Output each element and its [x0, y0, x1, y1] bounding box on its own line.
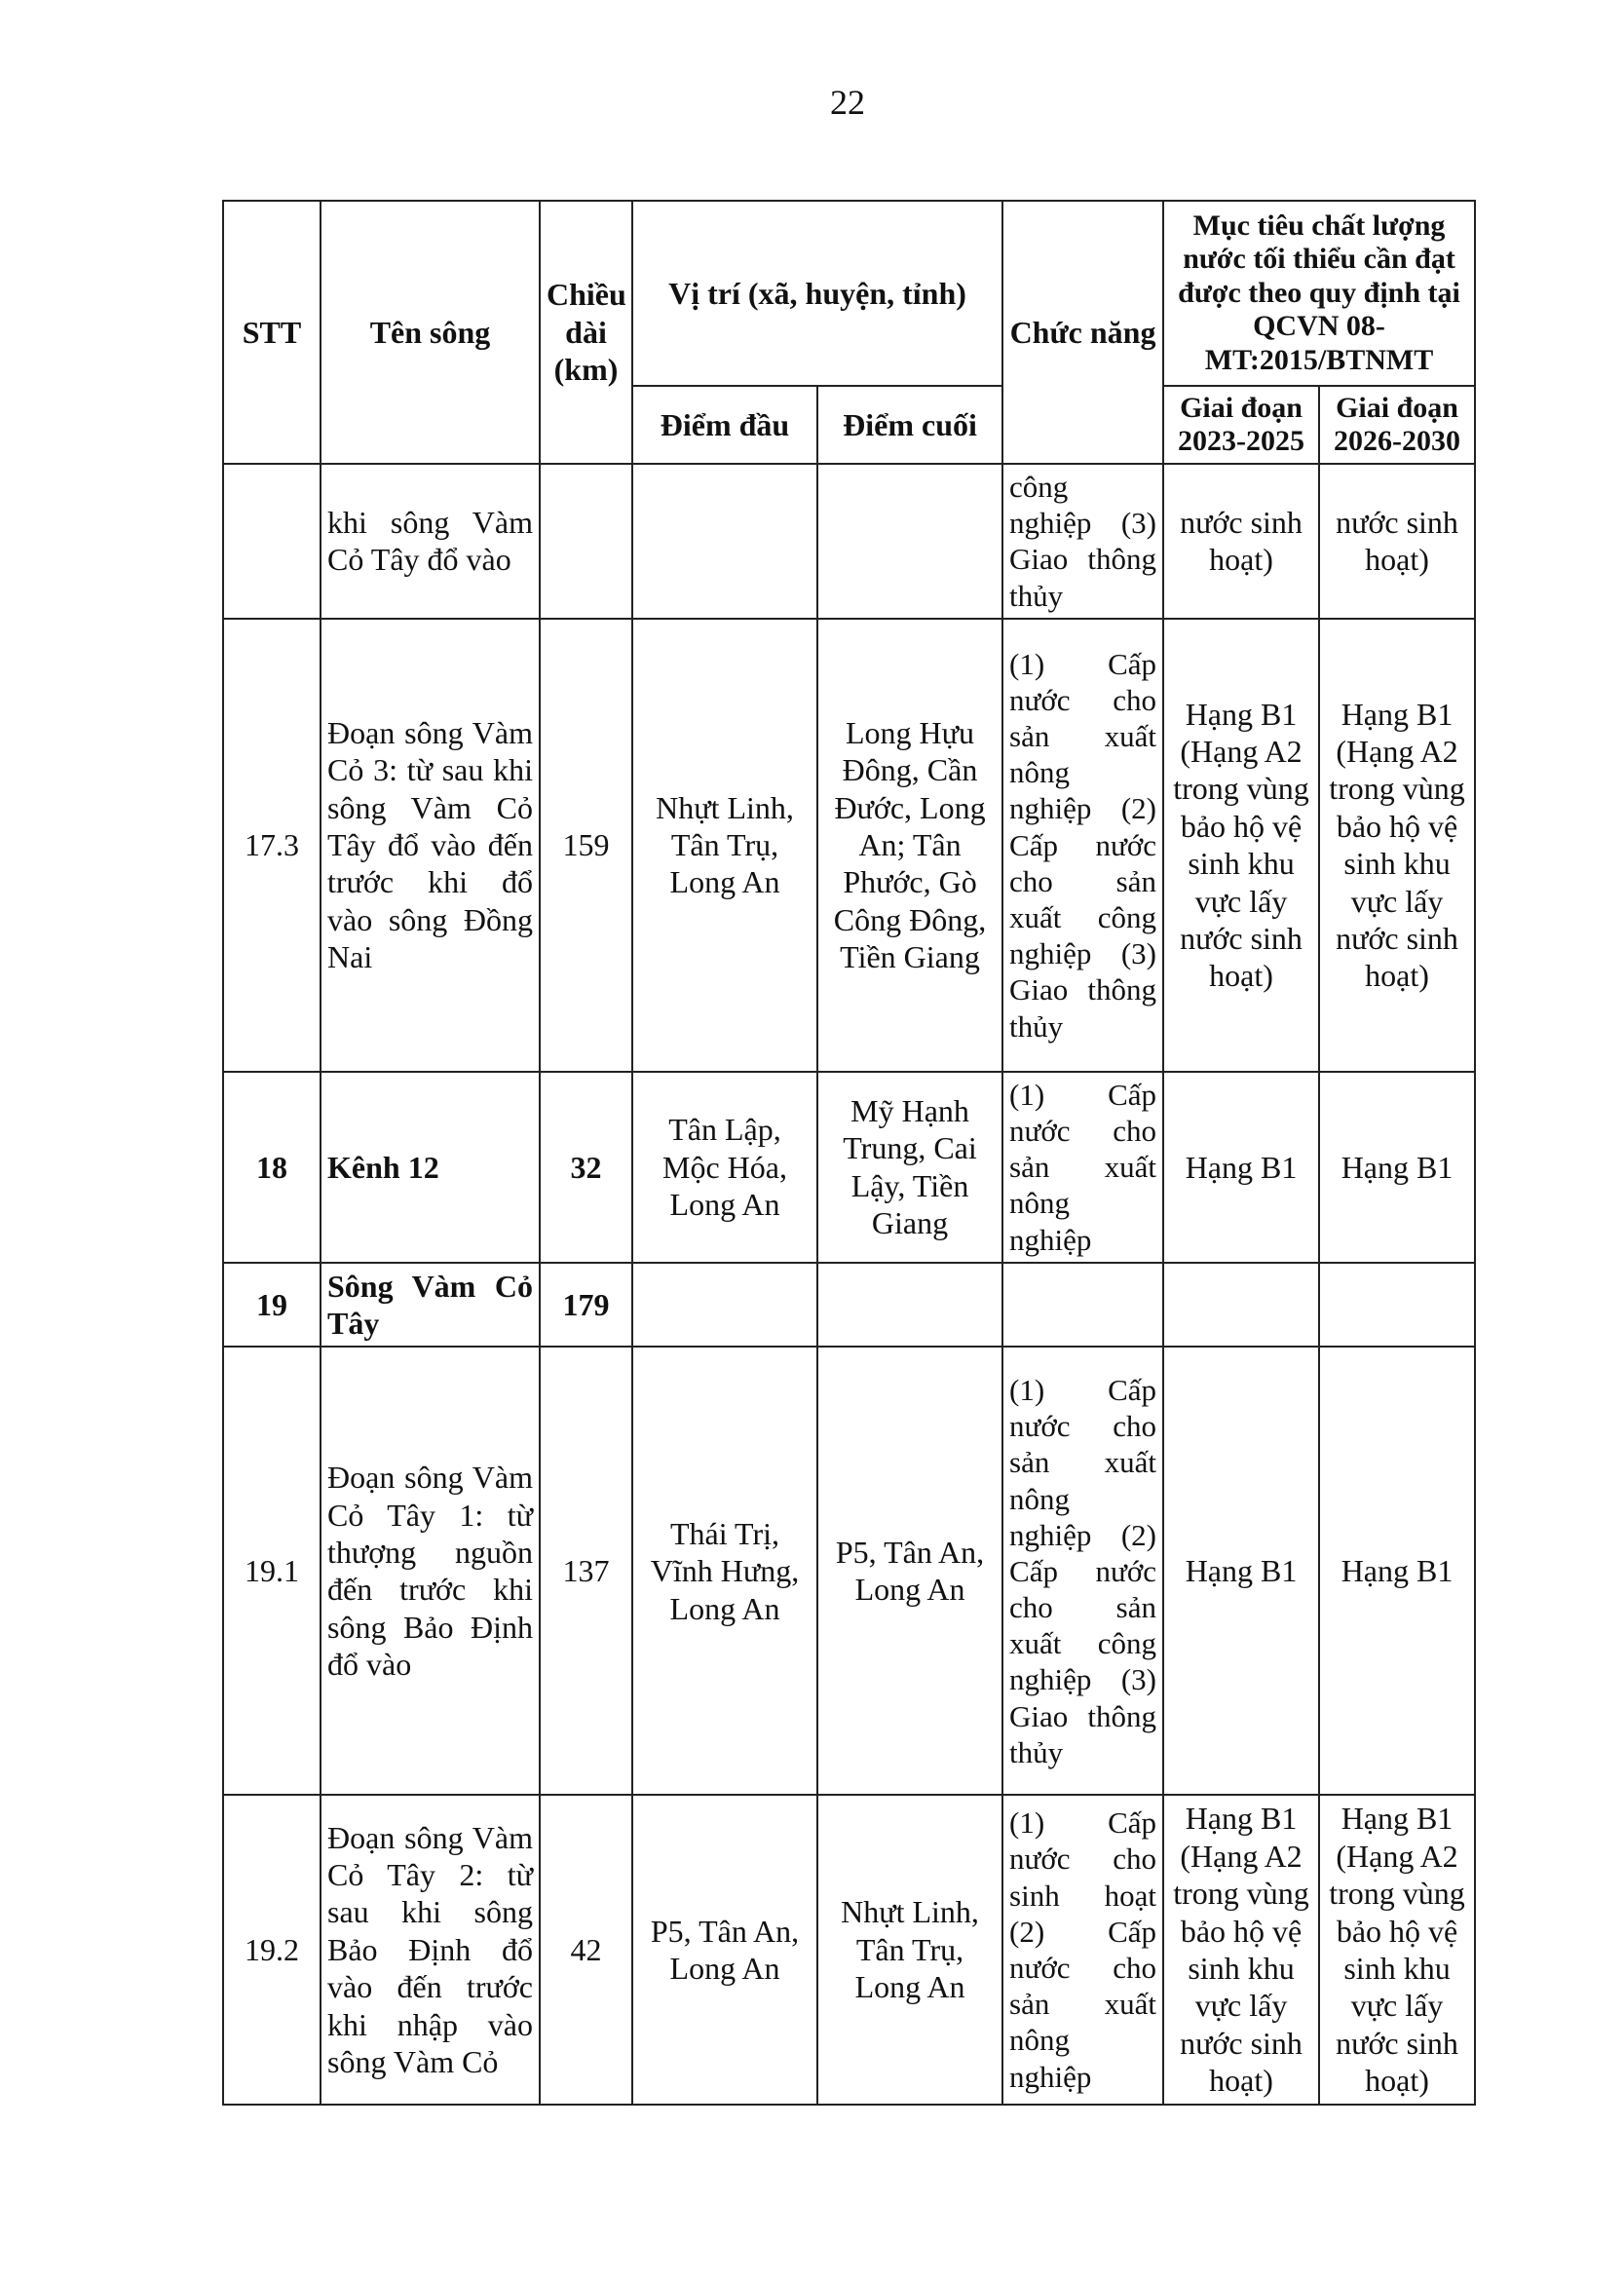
river-water-quality-table — [222, 200, 1476, 2106]
cell-end — [817, 1263, 1002, 1348]
cell-target-2023-2025: nước sinh hoạt) — [1163, 464, 1319, 619]
cell-name: Đoạn sông Vàm Cỏ Tây 1: từ thượng nguồn đến trước khi sông Bảo Định đổ vào — [321, 1347, 540, 1795]
cell-target-2026-2030: nước sinh hoạt) — [1319, 464, 1475, 619]
page-number: 22 — [830, 83, 865, 122]
cell-target-2023-2025: Hạng B1 — [1163, 1072, 1319, 1263]
cell-stt: 19.1 — [223, 1347, 321, 1795]
cell-length — [540, 464, 632, 619]
header-period-2026-2030: Giai đoạn 2026-2030 — [1319, 386, 1475, 464]
cell-target-2023-2025: Hạng B1 (Hạng A2 trong vùng bảo hộ vệ sinh khu vực lấy nước sinh hoạt) — [1163, 619, 1319, 1072]
cell-function: (1) Cấp nước cho sản xuất nông nghiệp (2) Cấp nước cho sản xuất công nghiệp (3) Giao thông thủy — [1002, 619, 1163, 1072]
table-row — [223, 464, 1475, 619]
cell-length: 32 — [540, 1072, 632, 1263]
cell-function: (1) Cấp nước cho sản xuất nông nghiệp — [1002, 1072, 1163, 1263]
header-length: Chiều dài (km) — [540, 201, 632, 464]
cell-end — [817, 464, 1002, 619]
header-start: Điểm đầu — [632, 386, 817, 464]
cell-name: khi sông Vàm Cỏ Tây đổ vào — [321, 464, 540, 619]
header-function: Chức năng — [1002, 201, 1163, 464]
cell-name: Đoạn sông Vàm Cỏ Tây 2: từ sau khi sông Bảo Định đổ vào đến trước khi nhập vào sông Vàm Cỏ — [321, 1795, 540, 2104]
cell-start: Nhựt Linh, Tân Trụ, Long An — [632, 619, 817, 1072]
cell-end: P5, Tân An, Long An — [817, 1347, 1002, 1795]
cell-start — [632, 1263, 817, 1348]
cell-start: P5, Tân An, Long An — [632, 1795, 817, 2104]
cell-end: Long Hựu Đông, Cần Đước, Long An; Tân Phước, Gò Công Đông, Tiền Giang — [817, 619, 1002, 1072]
cell-name: Kênh 12 — [321, 1072, 540, 1263]
cell-target-2023-2025: Hạng B1 (Hạng A2 trong vùng bảo hộ vệ sinh khu vực lấy nước sinh hoạt) — [1163, 1795, 1319, 2104]
cell-start: Tân Lập, Mộc Hóa, Long An — [632, 1072, 817, 1263]
header-target: Mục tiêu chất lượng nước tối thiểu cần đạt được theo quy định tại QCVN 08-MT:2015/BTNMT — [1163, 201, 1475, 386]
table-row — [223, 619, 1475, 1072]
cell-name: Đoạn sông Vàm Cỏ 3: từ sau khi sông Vàm Cỏ Tây đổ vào đến trước khi đổ vào sông Đồng Nai — [321, 619, 540, 1072]
cell-stt: 17.3 — [223, 619, 321, 1072]
cell-length: 159 — [540, 619, 632, 1072]
table-row — [223, 1263, 1475, 1348]
cell-target-2026-2030: Hạng B1 (Hạng A2 trong vùng bảo hộ vệ sinh khu vực lấy nước sinh hoạt) — [1319, 1795, 1475, 2104]
header-end: Điểm cuối — [817, 386, 1002, 464]
cell-target-2026-2030 — [1319, 1263, 1475, 1348]
header-location: Vị trí (xã, huyện, tỉnh) — [632, 201, 1002, 386]
cell-target-2023-2025 — [1163, 1263, 1319, 1348]
header-stt: STT — [223, 201, 321, 464]
cell-length: 137 — [540, 1347, 632, 1795]
table-row — [223, 1347, 1475, 1795]
cell-function — [1002, 1263, 1163, 1348]
cell-stt: 18 — [223, 1072, 321, 1263]
cell-stt: 19 — [223, 1263, 321, 1348]
cell-function: (1) Cấp nước cho sản xuất nông nghiệp (2) Cấp nước cho sản xuất công nghiệp (3) Giao thông thủy — [1002, 1347, 1163, 1795]
cell-stt: 19.2 — [223, 1795, 321, 2104]
cell-function: công nghiệp (3) Giao thông thủy — [1002, 464, 1163, 619]
header-row — [223, 201, 1475, 386]
cell-target-2023-2025: Hạng B1 — [1163, 1347, 1319, 1795]
header-period-2023-2025: Giai đoạn 2023-2025 — [1163, 386, 1319, 464]
cell-name: Sông Vàm Cỏ Tây — [321, 1263, 540, 1348]
cell-target-2026-2030: Hạng B1 (Hạng A2 trong vùng bảo hộ vệ sinh khu vực lấy nước sinh hoạt) — [1319, 619, 1475, 1072]
cell-target-2026-2030: Hạng B1 — [1319, 1072, 1475, 1263]
cell-start: Thái Trị, Vĩnh Hưng, Long An — [632, 1347, 817, 1795]
cell-target-2026-2030: Hạng B1 — [1319, 1347, 1475, 1795]
cell-stt — [223, 464, 321, 619]
cell-end: Mỹ Hạnh Trung, Cai Lậy, Tiền Giang — [817, 1072, 1002, 1263]
cell-length: 179 — [540, 1263, 632, 1348]
cell-end: Nhựt Linh, Tân Trụ, Long An — [817, 1795, 1002, 2104]
cell-start — [632, 464, 817, 619]
table-row — [223, 1072, 1475, 1263]
table-row — [223, 1795, 1475, 2104]
cell-length: 42 — [540, 1795, 632, 2104]
header-name: Tên sông — [321, 201, 540, 464]
cell-function: (1) Cấp nước cho sinh hoạt (2) Cấp nước cho sản xuất nông nghiệp — [1002, 1795, 1163, 2104]
